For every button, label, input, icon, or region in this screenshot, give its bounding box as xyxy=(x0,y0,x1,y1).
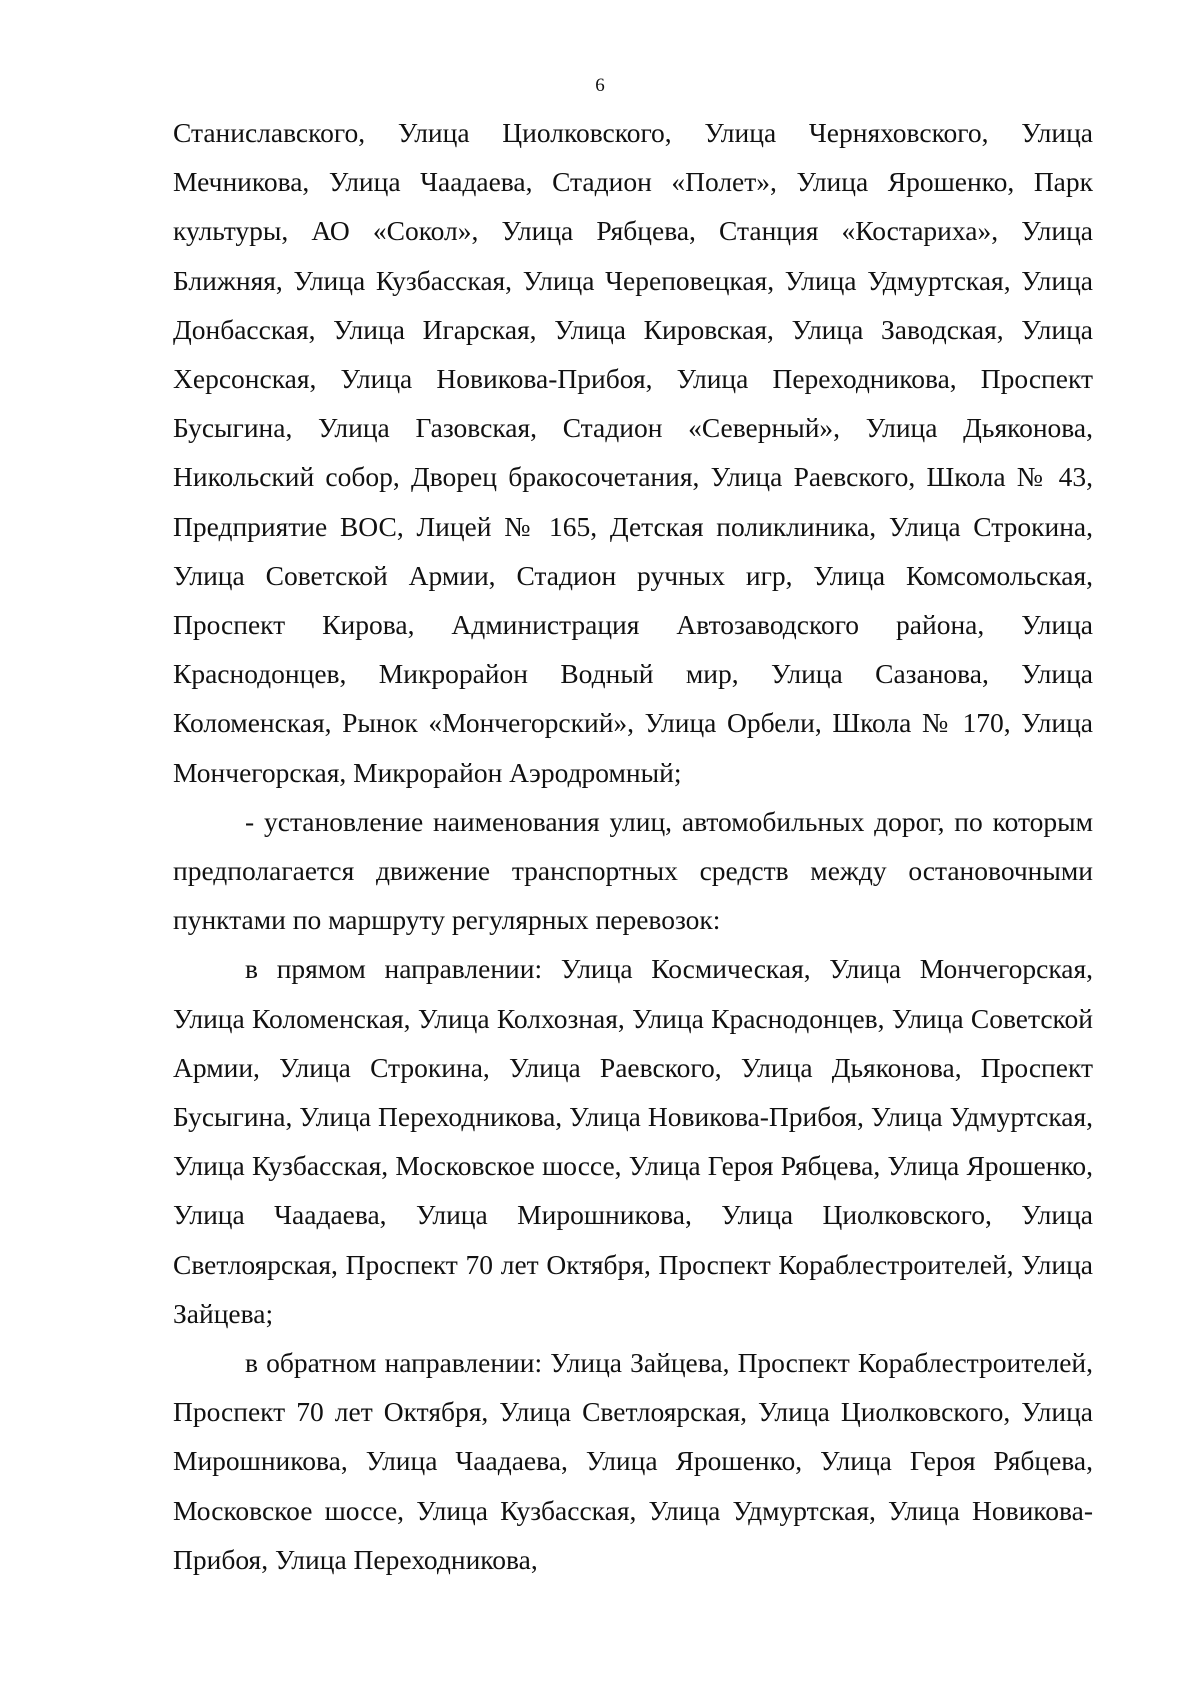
document-body xyxy=(173,108,1093,1584)
paragraph-route-streets-intro: - установление наименования улиц, автомобильных дорог, по которым предполагается движение транспортных средств между остановочными пунктами по маршруту регулярных перевозок: xyxy=(173,805,1093,936)
paragraph-stop-list-continuation: Станиславского, Улица Циолковского, Улица Черняховского, Улица Мечникова, Улица Чаадаева, Стадион «Полет», Улица Ярошенко, Парк культуры, АО «Сокол», Улица Рябцева, Станция «Костариха», Улица Ближняя, Улица Кузбасская, Улица Череповецкая, Улица Удмуртская, Улица Донбасская, Улица Игарская, Улица Кировская, Улица Заводская, Улица Херсонская, Улица Новикова-Прибоя, Улица Переходникова, Проспект Бусыгина, Улица Газовская, Стадион «Северный», Улица Дьяконова, Никольский собор, Дворец бракосочетания, Улица Раевского, Школа № 43, Предприятие ВОС, Лицей № 165, Детская поликлиника, Улица Строкина, Улица Советской Армии, Стадион ручных игр, Улица Комсомольская, Проспект Кирова, Администрация Автозаводского района, Улица Краснодонцев, Микрорайон Водный мир, Улица Сазанова, Улица Коломенская, Рынок «Мончегорский», Улица Орбели, Школа № 170, Улица Мончегорская, Микрорайон Аэродромный; xyxy=(173,117,1093,788)
page-number: 6 xyxy=(595,75,605,96)
paragraph-reverse-direction: в обратном направлении: Улица Зайцева, Проспект Кораблестроителей, Проспект 70 лет Октября, Улица Светлоярская, Улица Циолковского, Улица Мирошникова, Улица Чаадаева, Улица Ярошенко, Улица Героя Рябцева, Московское шоссе, Улица Кузбасская, Улица Удмуртская, Улица Новикова-Прибоя, Улица Переходникова, xyxy=(173,1347,1093,1575)
paragraph-forward-direction: в прямом направлении: Улица Космическая, Улица Мончегорская, Улица Коломенская, Улица Колхозная, Улица Краснодонцев, Улица Советской Армии, Улица Строкина, Улица Раевского, Улица Дьяконова, Проспект Бусыгина, Улица Переходникова, Улица Новикова-Прибоя, Улица Удмуртская, Улица Кузбасская, Московское шоссе, Улица Героя Рябцева, Улица Ярошенко, Улица Чаадаева, Улица Мирошникова, Улица Циолковского, Улица Светлоярская, Проспект 70 лет Октября, Проспект Кораблестроителей, Улица Зайцева; xyxy=(173,953,1093,1329)
